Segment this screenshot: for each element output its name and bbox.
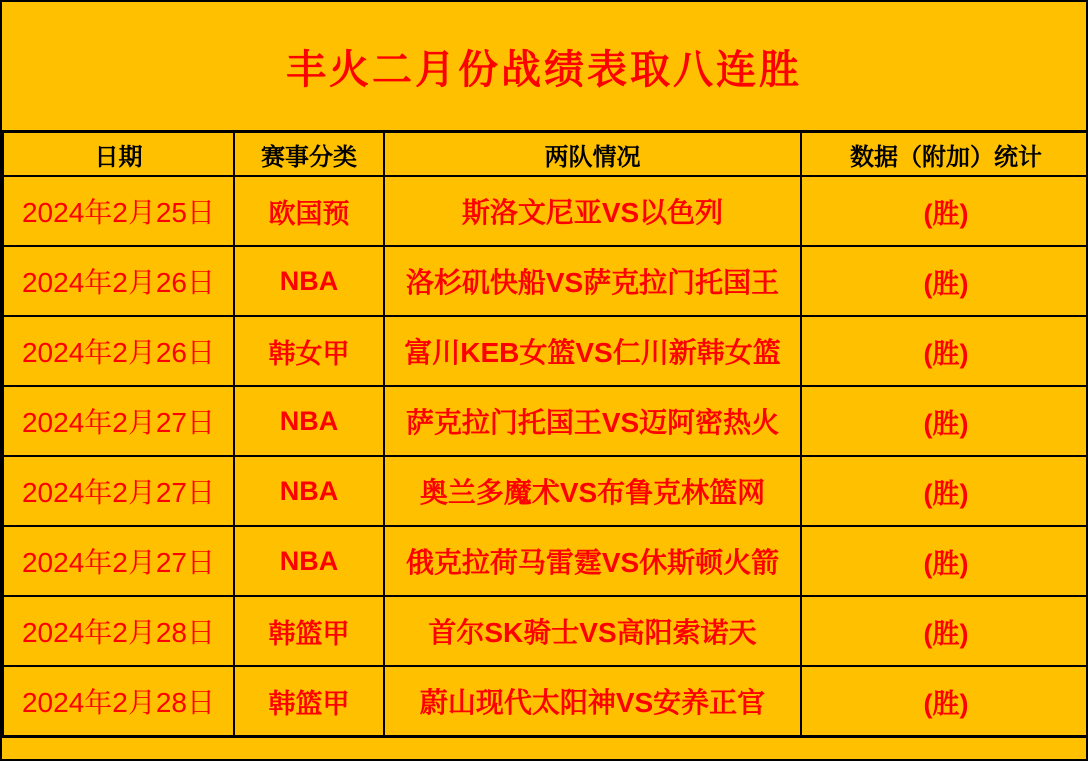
result-cell: (胜) [801,666,1088,737]
result-cell: (胜) [801,316,1088,386]
category-cell: 韩篮甲 [234,596,384,666]
result-cell: (胜) [801,246,1088,316]
result-cell: (胜) [801,386,1088,456]
header-row [3,132,1088,177]
table-row [3,386,1088,456]
date-cell: 2024年2月28日 [3,666,234,737]
category-cell: NBA [234,526,384,596]
table-row [3,176,1088,246]
table-row [3,526,1088,596]
date-cell: 2024年2月25日 [3,176,234,246]
table-row [3,666,1088,737]
category-cell: 韩女甲 [234,316,384,386]
header-stats: 数据（附加）统计 [801,132,1088,177]
category-cell: 韩篮甲 [234,666,384,737]
table-row [3,316,1088,386]
date-cell: 2024年2月26日 [3,246,234,316]
header-date: 日期 [3,132,234,177]
match-cell: 首尔SK骑士VS高阳索诺天 [384,596,801,666]
match-cell: 斯洛文尼亚VS以色列 [384,176,801,246]
result-cell: (胜) [801,176,1088,246]
match-cell: 富川KEB女篮VS仁川新韩女篮 [384,316,801,386]
page-title: 丰火二月份战绩表取八连胜 [286,47,802,92]
result-cell: (胜) [801,526,1088,596]
match-cell: 蔚山现代太阳神VS安养正官 [384,666,801,737]
match-cell: 俄克拉荷马雷霆VS休斯顿火箭 [384,526,801,596]
date-cell: 2024年2月27日 [3,526,234,596]
date-cell: 2024年2月26日 [3,316,234,386]
title-section [2,2,1086,130]
results-table [2,130,1088,738]
table-row [3,246,1088,316]
category-cell: NBA [234,456,384,526]
date-cell: 2024年2月27日 [3,456,234,526]
header-match: 两队情况 [384,132,801,177]
result-cell: (胜) [801,596,1088,666]
category-cell: 欧国预 [234,176,384,246]
date-cell: 2024年2月27日 [3,386,234,456]
match-cell: 萨克拉门托国王VS迈阿密热火 [384,386,801,456]
match-cell: 洛杉矶快船VS萨克拉门托国王 [384,246,801,316]
category-cell: NBA [234,386,384,456]
result-cell: (胜) [801,456,1088,526]
category-cell: NBA [234,246,384,316]
match-cell: 奥兰多魔术VS布鲁克林篮网 [384,456,801,526]
date-cell: 2024年2月28日 [3,596,234,666]
header-category: 赛事分类 [234,132,384,177]
table-row [3,596,1088,666]
table-row [3,456,1088,526]
